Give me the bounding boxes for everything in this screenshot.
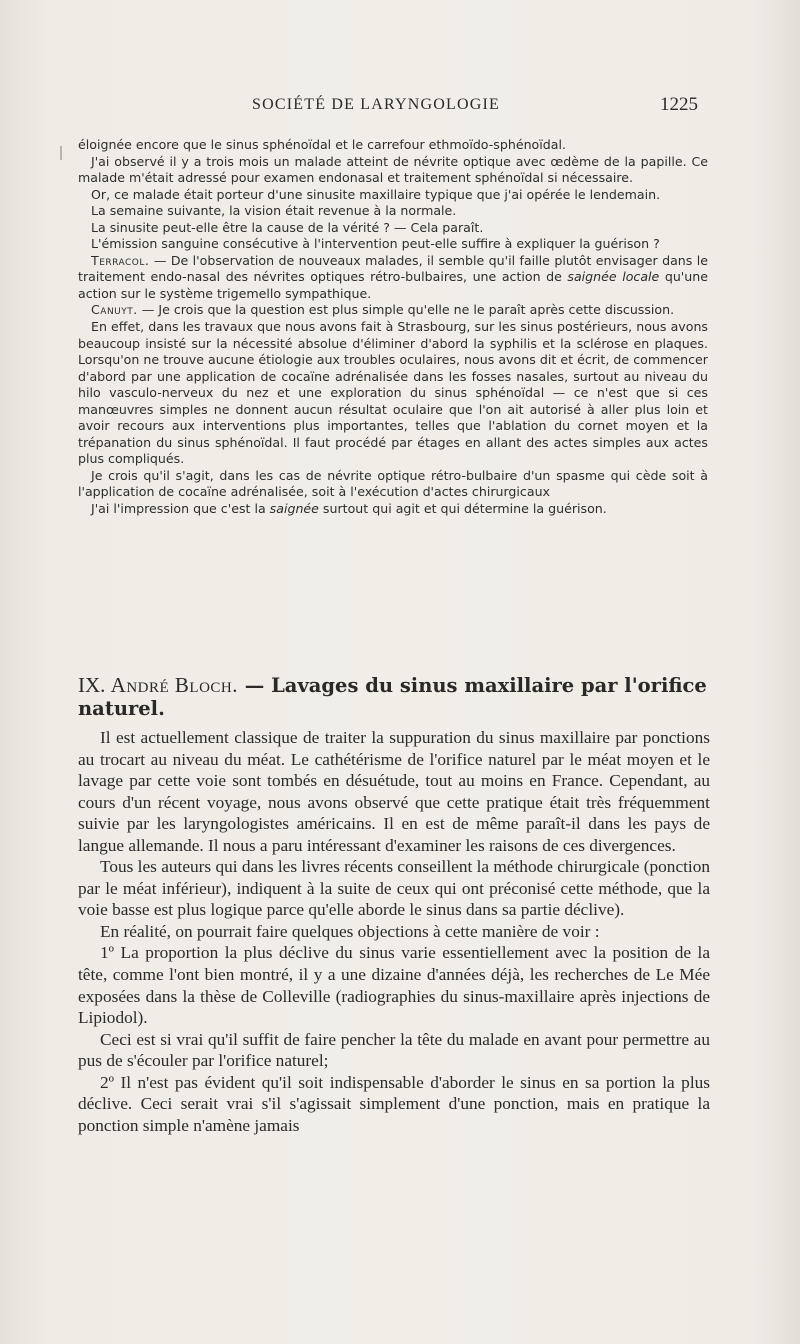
speaker-name: Canuyt.: [91, 302, 138, 318]
paragraph: Ceci est si vrai qu'il suffit de faire pencher la tête du malade en avant pour permettre au pus de s'écouler par l'orifice naturel;: [78, 1029, 710, 1071]
paragraph: La sinusite peut-elle être la cause de la vérité ? — Cela paraît.: [91, 219, 484, 235]
italic-run: saignée locale: [567, 269, 660, 285]
paragraph: 2º Il n'est pas évident qu'il soit indispensable d'aborder le sinus en sa portion la plus déclive. Ceci serait vrai s'il s'agissait simplement d'une ponction, mais en pratique la ponction simple n'amène jamais: [78, 1072, 710, 1135]
margin-mark: [60, 146, 62, 160]
paragraph: [78, 302, 708, 319]
paragraph: éloignée encore que le sinus sphénoïdal et le carrefour ethmoïdo-sphénoïdal.: [78, 137, 566, 152]
paragraph: Il est actuellement classique de traiter la suppuration du sinus maxillaire par ponctions au trocart au niveau du méat. Le cathétérisme de l'orifice naturel par le méat moyen et le lavage par cette voie sont tombés en désuétude, tout au moins en France. Cependant, au cours d'un récent voyage, nous avons observé que cette pratique était très fréquemment suivie par les laryngologistes américains. Il en est de même paraît-il dans les pays de langue allemande. Il nous a paru intéressant d'examiner les raisons de ces divergences.: [78, 728, 710, 855]
paragraph: J'ai observé il y a trois mois un malade atteint de névrite optique avec œdème de la papille. Ce malade m'était adressé pour examen endonasal et traitement sphénoïdal si nécessaire.: [78, 153, 708, 186]
paragraph: En réalité, on pourrait faire quelques objections à cette manière de voir :: [100, 921, 600, 941]
paragraph: [78, 501, 708, 518]
discussion-section: [78, 137, 708, 518]
speaker-name: Terracol.: [91, 252, 150, 268]
paragraph: 1º La proportion la plus déclive du sinus varie essentiellement avec la position de la tête, comme l'ont bien montré, il y a une dizaine d'années déjà, les recherches de Le Mée exposées dans la thèse de Colleville (radiographies du sinus-maxillaire après injections de Lipiodol).: [78, 943, 710, 1028]
paragraph: Tous les auteurs qui dans les livres récents conseillent la méthode chirurgicale (ponction par le méat inférieur), indiquent à la suite de ceux qui ont préconisé cette méthode, que la voie basse est plus logique parce qu'elle aborde le sinus dans sa partie déclive).: [78, 857, 710, 920]
paragraph: La semaine suivante, la vision était revenue à la normale.: [91, 203, 457, 219]
text-run: qu'une action sur le système trigemello sympathique.: [78, 269, 708, 301]
article-heading: [78, 674, 710, 720]
paragraph: [78, 253, 708, 303]
text-run: surtout qui agit et qui détermine la guérison.: [318, 501, 607, 517]
italic-run: saignée: [269, 501, 319, 517]
running-title: SOCIÉTÉ DE LARYNGOLOGIE: [252, 96, 501, 113]
paragraph: L'émission sanguine consécutive à l'intervention peut-elle suffire à expliquer la guérison ?: [91, 236, 660, 252]
text-run: — De l'observation de nouveaux malades, il semble qu'il faille plutôt envisager dans le traitement endo-nasal des névrites optiques rétro-bulbaires, une action de: [78, 252, 708, 285]
paragraph: En effet, dans les travaux que nous avons fait à Strasbourg, sur les sinus postérieurs, nous avons beaucoup insisté sur la nécessité absolue d'éliminer d'abord la syphilis et la sclérose en plaques. Lorsqu'on ne trouve aucune étiologie aux troubles oculaires, nous avons dit et écrit, de commencer d'abord par une application de cocaïne adrénalisée dans les fosses nasales, surtout au niveau du hilo vasculo-nerveux du nez et une exploration du sinus sphénoïdal — ce n'est que si ces manœuvres simples ne donnent aucun résultat oculaire que l'on ait autorisé à aller plus loin et avoir recours aux interventions plus importantes, telles que l'ablation du cornet moyen et la trépanation du sinus sphénoïdal. Il faut procédé par étages en allant des actes simples aux actes plus compliqués.: [78, 319, 708, 467]
article-number: IX.: [78, 673, 106, 697]
paragraph: Je crois qu'il s'agit, dans les cas de névrite optique rétro-bulbaire d'un spasme qui cède soit à l'application de cocaïne adrénalisée, soit à l'exécution d'actes chirurgicaux: [78, 467, 708, 500]
paragraph: Or, ce malade était porteur d'une sinusite maxillaire typique que j'ai opérée le lendemain.: [91, 186, 661, 202]
text-run: J'ai l'impression que c'est la: [91, 501, 270, 517]
page-number: 1225: [660, 94, 698, 115]
article-author: André Bloch.: [110, 673, 239, 697]
article-body: [78, 727, 710, 1136]
text-run: — Je crois que la question est plus simple qu'elle ne le paraît après cette discussion.: [137, 302, 675, 318]
running-header: [252, 96, 712, 114]
article-title: — Lavages du sinus maxillaire par l'orifice naturel.: [78, 674, 707, 720]
